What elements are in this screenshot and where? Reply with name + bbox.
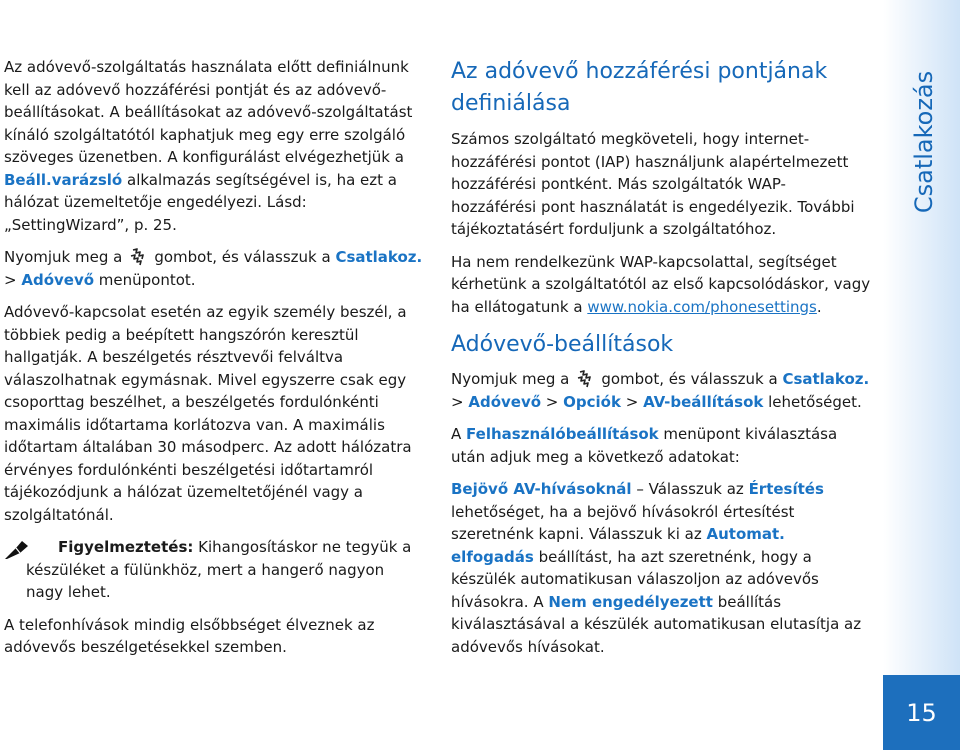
setting-wizard-link: Beáll.varázsló: [4, 170, 123, 189]
warning-note: Figyelmeztetés: Kihangosításkor ne tegyük a készüléket a fülünkhöz, mert a hangerő nagyon nagy lehet.: [4, 536, 424, 604]
user-settings-paragraph: A Felhasználóbeállítások menüpont kiválasztása után adjuk meg a következő adatokat:: [451, 425, 838, 466]
priority-paragraph: A telefonhívások mindig elsőbbséget élveznek az adóvevős beszélgetésekkel szemben.: [4, 615, 375, 656]
section-tab-title: Csatlakozás: [910, 70, 939, 214]
intro-paragraph: Az adóvevő-szolgáltatás használata előtt definiálnunk kell az adóvevő hozzáférési pontját és az adóvevő-beállításokat. A beállításokat az adóvevő-szolgáltatást kínáló szolgáltatótól kaphatjuk meg egy erre szolgáló szöveges üzenetben. A konfigurálást elvégezhetjük a Beáll.varázsló alkalmazás segítségével is, ha ezt a hálózat üzemeltetője engedélyezi. Lásd: „SettingWizard”, p. 25.: [4, 58, 413, 234]
settings-path-paragraph: Nyomjuk meg a gombot, és válasszuk a Csatlakoz. > Adóvevő > Opciók > AV-beállítások lehetőséget.: [451, 370, 870, 411]
nokia-settings-link[interactable]: www.nokia.com/phonesettings: [587, 297, 817, 316]
incoming-calls-paragraph: Bejövő AV-hívásoknál – Válasszuk az Értesítés lehetőséget, ha a bejövő hívásokról értesítést szeretnénk kapni. Válasszuk ki az Automat. elfogadás beállítást, ha azt szeretnénk, hogy a készülék automatikusan válaszoljon az adóvevős hívásokra. A Nem engedélyezett beállítás kiválasztásával a készülék automatikusan elutasítja az adóvevős hívásokat.: [451, 480, 862, 656]
menu-key-icon: [126, 248, 150, 266]
wap-help-paragraph: Ha nem rendelkezünk WAP-kapcsolattal, segítséget kérhetünk a szolgáltatótól az első kapcsolódáskor, vagy ha ellátogatunk a www.nokia.com/phonesettings.: [451, 252, 871, 316]
access-point-paragraph: Számos szolgáltató megköveteli, hogy internet-hozzáférési pontot (IAP) használjunk alapértelmezett hozzáférési pontként. Más szolgáltatók WAP-hozzáférési pont használatát is engedélyezik. További tájékoztatásért forduljunk a szolgáltatóhoz.: [451, 130, 855, 238]
page-number: 15: [883, 675, 960, 750]
heading-ptt-settings: Adóvevő-beállítások: [451, 332, 674, 357]
right-column: [451, 56, 871, 668]
heading-access-point: Az adóvevő hozzáférési pontjának definiálása: [451, 59, 828, 116]
ptt-description-paragraph: Adóvevő-kapcsolat esetén az egyik személy beszél, a többiek pedig a beépített hangszórón keresztül hallgatják. A beszélgetés résztvevői felváltva válaszolhatnak egymásnak. Mivel egyszerre csak egy csoporttag beszélhet, a beszélgetés fordulónkénti maximális időtartama korlátozva van. A maximális időtartam általában 30 másodperc. Az adott hálózatra érvényes fordulónkénti beszélgetési időtartamról tájékozódjunk a hálózat üzemeltetőjénél vagy a szolgáltatónál.: [4, 303, 412, 524]
warning-pen-icon: [4, 538, 30, 560]
warning-label: Figyelmeztetés:: [58, 538, 194, 556]
menu-key-icon: [573, 370, 597, 388]
menu-path-paragraph: Nyomjuk meg a gombot, és válasszuk a Csatlakoz. > Adóvevő menüpontot.: [4, 248, 423, 289]
left-column: [4, 56, 424, 669]
